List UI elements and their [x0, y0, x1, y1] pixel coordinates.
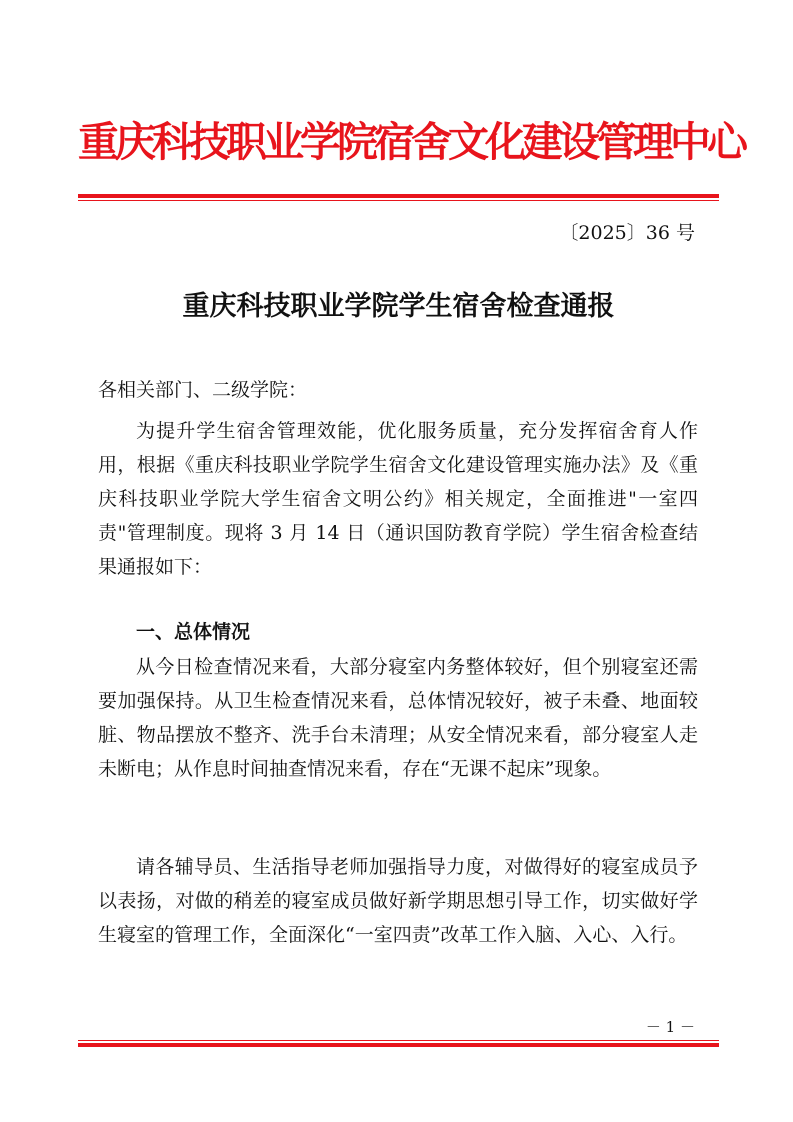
section-heading: 一、总体情况	[136, 621, 251, 643]
salutation: 各相关部门、二级学院：	[98, 379, 308, 401]
footer-divider-thick	[78, 1043, 719, 1047]
page-number: － 1 －	[645, 1018, 695, 1036]
header-divider-thin	[78, 200, 719, 201]
document-title: 重庆科技职业学院学生宿舍检查通报	[182, 291, 615, 322]
header-divider-thick	[78, 194, 719, 198]
body-paragraph-instructions: 请各辅导员、生活指导老师加强指导力度，对做得好的寝室成员予以表扬，对做的稍差的寝室成员做好新学期思想引导工作，切实做好学生寝室的管理工作，全面深化“一室四责”改革工作入脑、入心、入行。	[98, 856, 698, 946]
document-number: 〔2025〕36 号	[559, 222, 695, 244]
body-paragraph-intro: 为提升学生宿舍管理效能，优化服务质量，充分发挥宿舍育人作用，根据《重庆科技职业学院学生宿舍文化建设管理实施办法》及《重庆科技职业学院大学生宿舍文明公约》相关规定，全面推进"一室四责"管理制度。现将 3 月 14 日（通识国防教育学院）学生宿舍检查结果通报如下：	[98, 420, 698, 578]
body-paragraph-overview: 从今日检查情况来看，大部分寝室内务整体较好，但个别寝室还需要加强保持。从卫生检查情况来看，总体情况较好，被子未叠、地面较脏、物品摆放不整齐、洗手台未清理；从安全情况来看，部分寝室人走未断电；从作息时间抽查情况来看，存在“无课不起床”现象。	[98, 656, 698, 780]
letterhead-title: 重庆科技职业学院宿舍文化建设管理中心	[78, 118, 744, 166]
footer-divider-thin	[78, 1040, 719, 1041]
